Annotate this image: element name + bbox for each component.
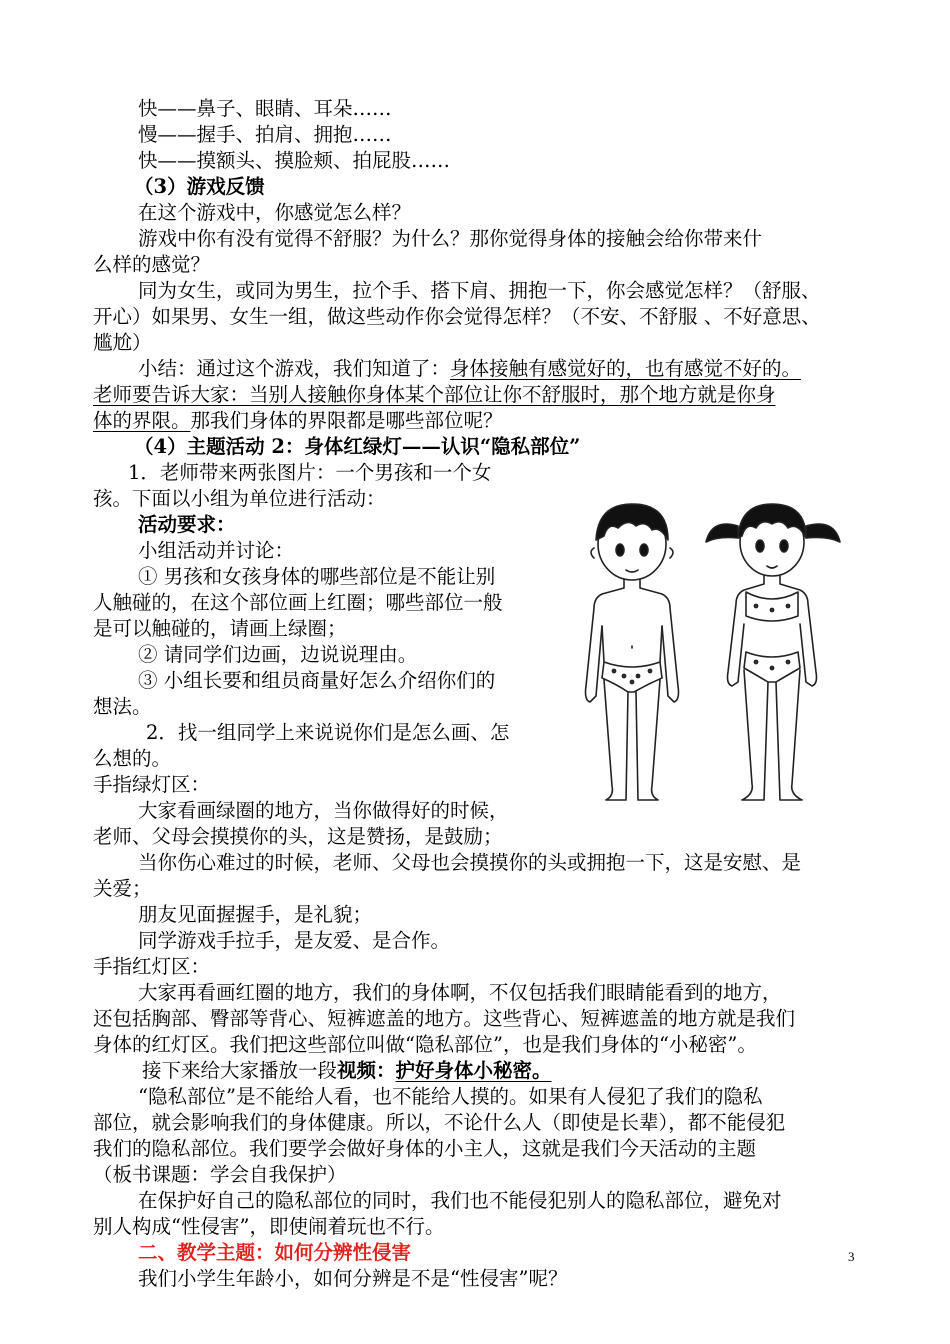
summary-label: 小结：通过这个游戏，我们知道了：: [138, 357, 451, 380]
section-heading: （3）游戏反馈: [134, 175, 265, 198]
girl-outline-illustration: [706, 504, 840, 800]
text-line: 么想的。: [93, 747, 172, 770]
text-line: 我们的隐私部位。我们要学会做好身体的小主人，这就是我们今天活动的主题: [93, 1137, 757, 1160]
subheading: 手指绿灯区：: [93, 773, 211, 796]
text-line: 我们小学生年龄小，如何分辨是不是“性侵害”呢？: [138, 1267, 568, 1290]
text-line: 关爱；: [93, 877, 152, 900]
underlined-text: 体的界限。: [93, 409, 191, 432]
subheading: 活动要求：: [138, 513, 236, 536]
text-line: 小组活动并讨论：: [138, 539, 295, 562]
text-line: 老师、父母会摸摸你的头，这是赞扬，是鼓励；: [93, 825, 503, 848]
text-line: 朋友见面握握手，是礼貌；: [138, 903, 373, 926]
video-label: 视频：: [337, 1059, 396, 1082]
section-heading: （4）主题活动 2：身体红绿灯——认识“隐私部位”: [134, 435, 581, 458]
text-line: 同学游戏手拉手，是友爱、是合作。: [138, 929, 451, 952]
text-line: 慢——握手、拍肩、拥抱……: [138, 123, 392, 146]
text-line: 身体的红灯区。我们把这些部位叫做“隐私部位”，也是我们身体的“小秘密”。: [93, 1033, 757, 1056]
list-item: ③ 小组长要和组员商量好怎么介绍你们的: [138, 669, 496, 692]
boy-outline-illustration: [586, 504, 679, 800]
text-line: 在这个游戏中，你感觉怎么样？: [138, 201, 412, 224]
text-line: 是可以触碰的，请画上绿圈；: [93, 617, 347, 640]
summary-line: [138, 356, 908, 382]
text-line: 么样的感觉？: [93, 253, 211, 276]
text-line: 孩。下面以小组为单位进行活动：: [93, 487, 386, 510]
underlined-text: 身体接触有感觉好的，也有感觉不好的。: [450, 357, 802, 380]
question-text: 那我们身体的界限都是哪些部位呢？: [190, 409, 503, 432]
text-line: [93, 408, 863, 434]
text-line: 快——摸额头、摸脸颊、拍屁股……: [138, 149, 451, 172]
list-item: ① 男孩和女孩身体的哪些部位是不能让别: [138, 565, 496, 588]
page-number: 3: [848, 1249, 855, 1264]
text-line: 快——鼻子、眼睛、耳朵……: [138, 97, 392, 120]
video-line: [142, 1058, 912, 1084]
children-illustration: [572, 496, 872, 814]
text-line: 大家看画绿圈的地方，当你做得好的时候，: [138, 799, 509, 822]
list-item: ② 请同学们边画，边说说理由。: [138, 643, 418, 666]
text-line: “隐私部位”是不能给人看，也不能给人摸的。如果有人侵犯了我们的隐私: [138, 1085, 763, 1108]
video-intro: 接下来给大家播放一段: [142, 1059, 338, 1082]
text-line: 1．老师带来两张图片：一个男孩和一个女: [128, 461, 492, 484]
text-line: 2．找一组同学上来说说你们是怎么画、怎: [146, 721, 510, 744]
text-line: （板书课题：学会自我保护）: [93, 1163, 347, 1186]
text-line: 当你伤心难过的时候，老师、父母也会摸摸你的头或拥抱一下，这是安慰、是: [138, 851, 802, 874]
text-line: 在保护好自己的隐私部位的同时，我们也不能侵犯别人的隐私部位，避免对: [138, 1189, 782, 1212]
text-line: 人触碰的，在这个部位画上红圈；哪些部位一般: [93, 591, 503, 614]
text-line: 部位，就会影响我们的身体健康。所以，不论什么人（即使是长辈），都不能侵犯: [93, 1111, 786, 1134]
video-title: 护好身体小秘密。: [395, 1059, 552, 1082]
text-line: 同为女生，或同为男生，拉个手、搭下肩、拥抱一下，你会感觉怎样？（舒服、: [138, 279, 821, 302]
text-line: 还包括胸部、臀部等背心、短裤遮盖的地方。这些背心、短裤遮盖的地方就是我们: [93, 1007, 796, 1030]
text-line: 游戏中你有没有觉得不舒服？为什么？那你觉得身体的接触会给你带来什: [138, 227, 763, 250]
text-line: 开心）如果男、女生一组，做这些动作你会觉得怎样？（不安、不舒服 、不好意思、: [93, 305, 821, 328]
section-heading-red: 二、教学主题：如何分辨性侵害: [138, 1241, 412, 1264]
subheading: 手指红灯区：: [93, 955, 211, 978]
text-line: 想法。: [93, 695, 152, 718]
text-line: 大家再看画红圈的地方，我们的身体啊，不仅包括我们眼睛能看到的地方，: [138, 981, 782, 1004]
text-line: 别人构成“性侵害”，即使闹着玩也不行。: [93, 1215, 445, 1238]
underlined-line: 老师要告诉大家：当别人接触你身体某个部位让你不舒服时，那个地方就是你身: [93, 383, 776, 406]
text-line: 尴尬）: [93, 331, 152, 354]
